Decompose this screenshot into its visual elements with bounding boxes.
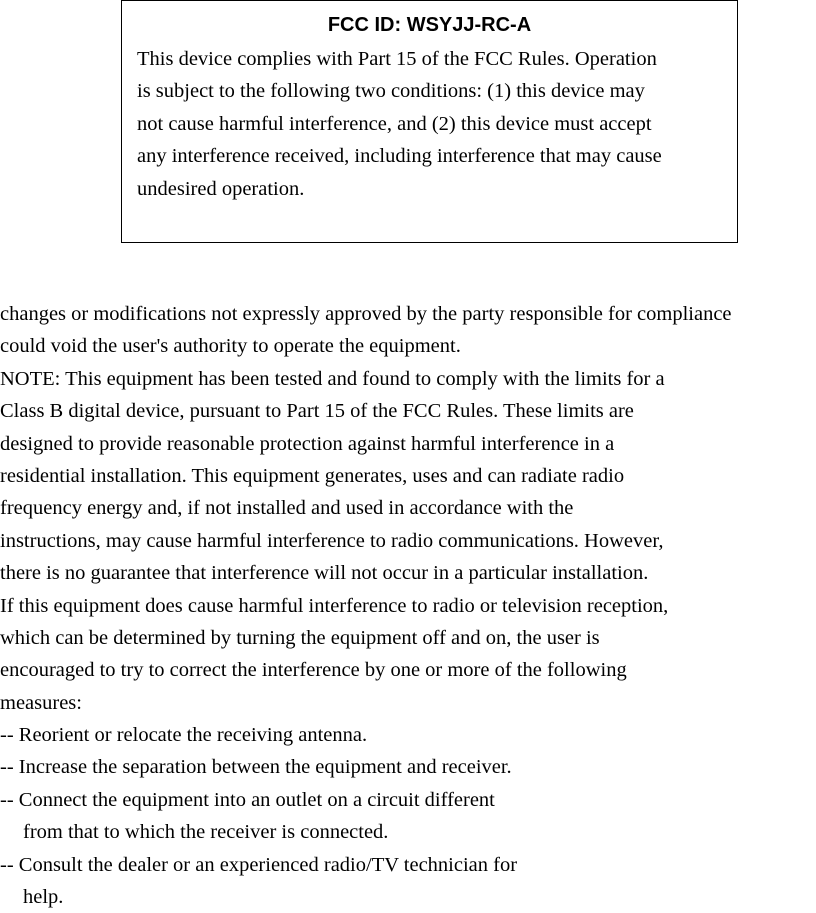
body-line: NOTE: This equipment has been tested and found to comply with the limits for a	[0, 367, 665, 390]
statement-line: not cause harmful interference, and (2) this device must accept	[137, 112, 652, 135]
fcc-id-box	[121, 0, 738, 243]
body-line: If this equipment does cause harmful interference to radio or television reception,	[0, 594, 669, 617]
measure-item: -- Consult the dealer or an experienced radio/TV technician for	[0, 853, 518, 876]
body-line: could void the user's authority to operate the equipment.	[0, 335, 461, 358]
fcc-compliance-statement	[137, 43, 737, 205]
body-line: residential installation. This equipment generates, uses and can radiate radio	[0, 464, 625, 487]
body-line: changes or modifications not expressly approved by the party responsible for compliance	[0, 303, 732, 325]
body-line: frequency energy and, if not installed and used in accordance with the	[0, 497, 574, 520]
measure-item-continuation: help.	[23, 886, 64, 909]
statement-line: is subject to the following two conditions: (1) this device may	[137, 80, 645, 103]
measure-item-continuation: from that to which the receiver is connected.	[23, 821, 389, 844]
statement-line: This device complies with Part 15 of the FCC Rules. Operation	[137, 48, 657, 70]
measure-item: -- Increase the separation between the equipment and receiver.	[0, 756, 512, 779]
body-line: there is no guarantee that interference will not occur in a particular installation.	[0, 562, 649, 585]
statement-line: any interference received, including interference that may cause	[137, 145, 662, 168]
fcc-id-title: FCC ID: WSYJJ-RC-A	[327, 14, 532, 36]
statement-line: undesired operation.	[137, 177, 305, 200]
body-line: instructions, may cause harmful interference to radio communications. However,	[0, 529, 664, 552]
body-line: designed to provide reasonable protection against harmful interference in a	[0, 432, 615, 455]
measure-item: -- Connect the equipment into an outlet on a circuit different	[0, 788, 495, 811]
measure-item: -- Reorient or relocate the receiving antenna.	[0, 724, 368, 747]
body-line: which can be determined by turning the equipment off and on, the user is	[0, 626, 600, 649]
body-line: Class B digital device, pursuant to Part 15 of the FCC Rules. These limits are	[0, 400, 634, 423]
body-line: encouraged to try to correct the interference by one or more of the following	[0, 659, 627, 682]
fcc-notice-body	[0, 298, 816, 913]
body-line: measures:	[0, 691, 82, 714]
